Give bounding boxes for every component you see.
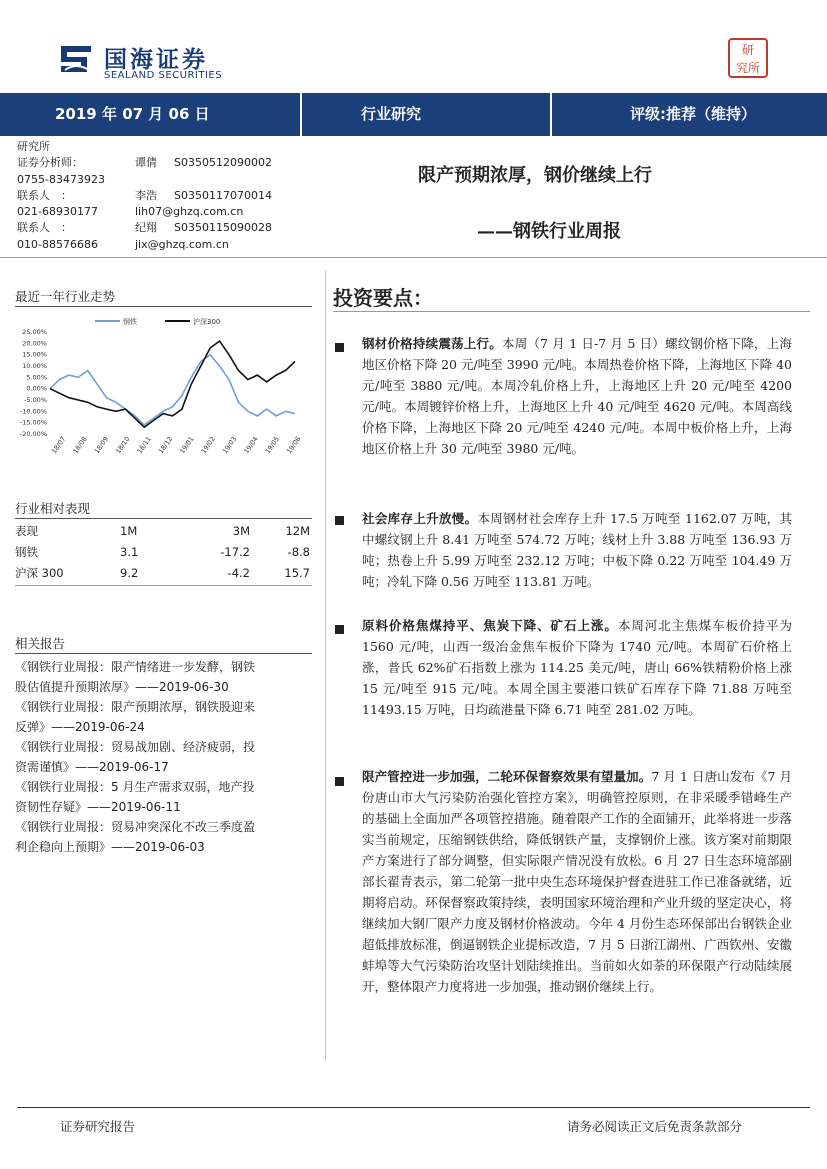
list-item[interactable]: 资需谨慎》——2019-06-17 (15, 760, 169, 774)
analyst-name: 谭倩 (135, 156, 157, 170)
table-cell: 沪深 300 (15, 565, 64, 580)
point-lead: 原料价格焦煤持平、焦炭下降、矿石上涨。 (362, 618, 618, 633)
x-tick-label: 19/06 (285, 435, 303, 456)
y-tick-label: 25.00% (22, 328, 47, 336)
bullet-icon (335, 625, 344, 634)
divider (15, 653, 312, 654)
rating: 评级:推荐（维持） (630, 105, 756, 123)
logo-text: 国海证券 (104, 47, 208, 73)
y-tick-label: 5.00% (26, 373, 47, 382)
x-tick-label: 18/10 (114, 435, 132, 456)
x-tick-label: 18/11 (135, 435, 153, 456)
list-item[interactable]: 《钢铁行业周报：贸易战加剧、经济疲弱，投 (15, 740, 256, 754)
list-item[interactable]: 利企稳向上预期》——2019-06-03 (15, 840, 205, 854)
perf-table (15, 520, 310, 583)
point-paragraph (362, 508, 792, 592)
x-tick-label: 18/08 (71, 435, 89, 456)
contact-role: 联系人 ： (17, 188, 72, 202)
list-item[interactable]: 《钢铁行业周报：限产预期浓厚，钢铁股迎来 (15, 700, 256, 714)
point-text: 本周（7 月 1 日-7 月 5 日）螺纹钢价格下降，上海地区价格下降 20 元/吨至 3990 元/吨。本周热卷价格下降，上海地区下降 40 元/吨至 3880 元/吨。本周冷轧价格上升，上海地区上升 20 元/吨至 4200 元/吨。本周镀锌价格上升，上海地区上升 40 元/吨至 4620 元/吨。本周高线价格下降，上海地区下降 20 元/吨至 4240 元/吨。本周中板价格上升，上海地区价格上升 30 元/吨至 3980 元/吨。 (362, 336, 792, 456)
table-header: 3M (232, 523, 250, 538)
table-cell: -8.8 (287, 544, 310, 559)
table-cell: 3.1 (120, 544, 139, 559)
list-item[interactable]: 股估值提升预期浓厚》——2019-06-30 (15, 680, 229, 694)
analyst-phone: 0755-83473923 (17, 172, 105, 186)
divider (0, 257, 827, 258)
list-item[interactable]: 反弹》——2019-06-24 (15, 720, 145, 734)
point-paragraph (362, 615, 792, 720)
series-line-0 (50, 355, 295, 425)
point-lead: 社会库存上升放慢。 (362, 511, 478, 526)
x-tick-label: 19/03 (220, 435, 239, 456)
point-text: 7 月 1 日唐山发布《7 月份唐山市大气污染防治强化管控方案》，明确管控原则，在非采暖季错峰生产的基础上全面加严各项管控措施。随着限产工作的全面铺开，此举将进一步落实当前规定，压缩钢铁供给，降低钢铁产量，支撑钢价上涨。该方案对前期限产方案进行了部分调整，但实际限产情况没有放松。6 月 27 日生态环境部副部长翟青表示，第二轮第一批中央生态环境保护督查进驻工作已准备就绪，近期将启动。环保督察政策持续，表明国家环境治理和产业升级的坚定决心，将继续加大钢厂限产力度及钢材价格波动。今年 4 月份生态环保部出台钢铁企业超低排放标准，倒逼钢铁企业提标改造，7 月 5 日浙江湖州、广西钦州、安徽蚌埠等大气污染防治攻坚计划陆续推出。当前如火如荼的环保限产行动陆续展开，整体限产力度将进一步加强，推动钢价继续上行。 (362, 769, 792, 994)
y-tick-label: 10.00% (22, 362, 47, 370)
y-tick-label: 0.00% (26, 384, 47, 393)
x-tick-label: 18/12 (156, 435, 175, 456)
y-tick-label: 15.00% (22, 350, 47, 359)
footer-divider (17, 1107, 810, 1108)
table-row (15, 541, 310, 562)
contact-name: 纪翔 (135, 221, 157, 235)
divider (15, 518, 312, 519)
divider (333, 311, 810, 312)
header-band (0, 93, 827, 136)
y-tick-label: 20.00% (22, 339, 47, 348)
point-paragraph (362, 333, 792, 459)
analyst-code: S0350512090002 (174, 156, 272, 170)
point-text: 本周钢材社会库存上升 17.5 万吨至 1162.07 万吨，其中螺纹钢上升 8.41 万吨至 574.72 万吨；线材上升 3.88 万吨至 136.93 万吨；热卷上升 5.99 万吨至 232.12 万吨；中板下降 0.22 万吨至 104.49 万吨；冷轧下降 0.56 万吨至 113.81 万吨。 (362, 511, 792, 589)
y-tick-label: -5.00% (24, 396, 47, 404)
analyst-role: 证券分析师： (17, 156, 83, 170)
table-cell: 钢铁 (15, 544, 38, 559)
table-cell: 15.7 (284, 565, 310, 580)
contact-email[interactable]: lih07@ghzq.com.cn (135, 205, 244, 219)
y-tick-label: -10.00% (19, 407, 47, 416)
x-tick-label: 18/09 (92, 435, 111, 456)
y-tick-label: -15.00% (19, 418, 47, 427)
x-tick-label: 19/04 (242, 435, 260, 456)
perf-title: 行业相对表现 (15, 501, 91, 516)
x-tick-label: 19/05 (263, 435, 282, 456)
contact-phone: 021-68930177 (17, 205, 98, 219)
table-header: 1M (120, 523, 138, 538)
table-cell: -4.2 (227, 565, 250, 580)
point-lead: 限产管控进一步加强，二轮环保督察效果有望量加。 (362, 769, 652, 784)
list-item[interactable]: 资韧性存疑》——2019-06-11 (15, 800, 181, 814)
footer-disclaimer: 请务必阅读正文后免责条款部分 (567, 1119, 743, 1134)
contact-email[interactable]: jix@ghzq.com.cn (135, 237, 229, 251)
dept-label: 研究所 (17, 140, 50, 153)
legend-label-steel: 钢铁 (123, 318, 137, 326)
trend-title: 最近一年行业走势 (15, 289, 116, 304)
x-tick-label: 18/07 (50, 435, 68, 456)
footer-left: 证券研究报告 (60, 1119, 136, 1134)
table-header-row (15, 520, 310, 541)
divider (15, 585, 312, 586)
related-reports-list (15, 657, 315, 857)
related-title: 相关报告 (15, 636, 66, 651)
table-cell: 9.2 (120, 565, 139, 580)
divider (15, 306, 312, 307)
legend-label-hs300: 沪深300 (193, 318, 221, 326)
bullet-icon (335, 343, 344, 352)
y-tick-label: -20.00% (19, 430, 47, 438)
point-lead: 钢材价格持续震荡上行。 (362, 336, 502, 351)
table-header: 表现 (15, 523, 38, 538)
list-item[interactable]: 《钢铁行业周报：5 月生产需求双弱，地产投 (15, 780, 255, 794)
table-header: 12M (285, 523, 310, 538)
analyst-block (17, 139, 307, 253)
logo-english: SEALAND SECURITIES (104, 70, 223, 81)
column-divider (325, 270, 326, 1060)
contact-code: S0350117070014 (174, 188, 272, 202)
contact-code: S0350115090028 (174, 221, 272, 235)
report-subtitle: ——钢铁行业周报 (477, 221, 621, 242)
table-row (15, 562, 310, 583)
sealand-logo-icon (57, 40, 95, 78)
list-item[interactable]: 《钢铁行业周报：限产情绪进一步发酵，钢铁 (15, 660, 256, 674)
point-text: 本周河北主焦煤车板价持平为 1560 元/吨，山西一级冶金焦车板价下降为 1740 元/吨。本周矿石价格上涨，普氏 62%矿石指数上涨为 114.25 美元/吨，唐山 66%铁精粉价格上涨 15 元/吨至 915 元/吨。本周全国主要港口铁矿石库存下降 71.88 万吨至 11493.15 万吨，日均疏港量下降 6.71 吨至 281.02 万吨。 (362, 618, 792, 717)
section-heading: 投资要点： (333, 286, 433, 310)
report-category: 行业研究 (361, 105, 422, 123)
institute-seal: 研 究所 (728, 38, 768, 78)
report-date: 2019 年 07 月 06 日 (55, 105, 210, 123)
x-tick-label: 19/01 (178, 435, 196, 456)
list-item[interactable]: 《钢铁行业周报：贸易冲突深化不改三季度盈 (15, 820, 256, 834)
bullet-icon (335, 516, 344, 525)
trend-chart (10, 312, 310, 467)
x-tick-label: 19/02 (199, 435, 217, 456)
contact-role: 联系人 ： (17, 221, 72, 235)
contact-name: 李浩 (135, 188, 157, 202)
contact-phone: 010-88576686 (17, 237, 98, 251)
point-paragraph (362, 766, 792, 997)
bullet-icon (335, 777, 344, 786)
table-cell: -17.2 (220, 544, 250, 559)
report-title: 限产预期浓厚，钢价继续上行 (418, 165, 652, 186)
